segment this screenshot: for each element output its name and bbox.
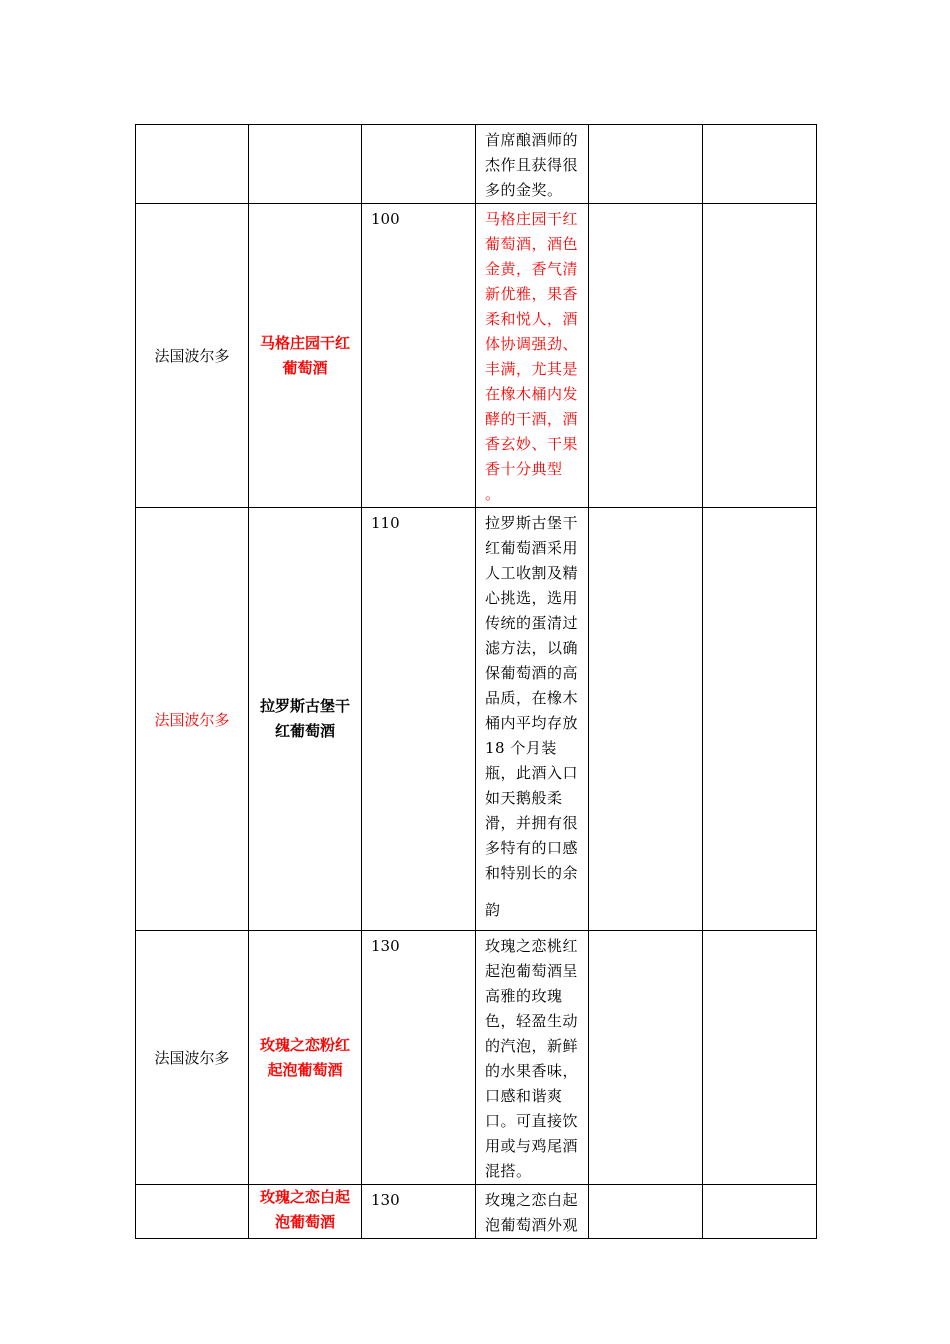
empty-cell — [703, 204, 817, 508]
origin-cell: 法国波尔多 — [136, 204, 249, 508]
origin-cell: 法国波尔多 — [136, 508, 249, 931]
table-row — [136, 931, 817, 1185]
description-cell — [476, 125, 589, 204]
price-cell: 100 — [362, 204, 476, 508]
description-text: 马格庄园干红葡萄酒，酒色金黄，香气清新优雅，果香柔和悦人，酒体协调强劲、丰满，尤其是在橡木桶内发酵的干酒，酒香玄妙、干果香十分典型 。 — [485, 210, 579, 503]
empty-cell — [703, 931, 817, 1185]
price-cell: 130 — [362, 1185, 476, 1239]
wine-name-cell — [249, 508, 362, 931]
empty-cell — [589, 125, 703, 204]
description-tail: 韵 — [485, 901, 501, 919]
table-row — [136, 125, 817, 204]
description-cell — [476, 1185, 589, 1239]
price-cell: 110 — [362, 508, 476, 931]
empty-cell — [703, 508, 817, 931]
empty-cell — [589, 1185, 703, 1239]
description-cell — [476, 931, 589, 1185]
empty-cell — [589, 204, 703, 508]
description-text: 拉罗斯古堡干红葡萄酒采用人工收割及精心挑选，选用传统的蛋清过滤方法，以确保葡萄酒的高品质，在橡木桶内平均存放 18 个月装瓶，此酒入口如天鹅般柔滑，并拥有很多特有的口感和特别长的余 — [485, 514, 579, 882]
wine-name: 玫瑰之恋粉红起泡葡萄酒 — [259, 1035, 350, 1079]
wine-name-cell — [249, 204, 362, 508]
description-text: 玫瑰之恋白起泡葡萄酒外观 — [485, 1191, 579, 1234]
table-row — [136, 1185, 817, 1239]
empty-cell — [589, 931, 703, 1185]
table-row — [136, 204, 817, 508]
wine-name: 拉罗斯古堡干红葡萄酒 — [259, 697, 350, 740]
price-cell: 130 — [362, 931, 476, 1185]
empty-cell — [589, 508, 703, 931]
description-text: 首席酿酒师的杰作且获得很多的金奖。 — [485, 131, 579, 199]
wine-list-table — [135, 124, 817, 1239]
description-cell — [476, 204, 589, 508]
wine-name-cell — [249, 1185, 362, 1239]
wine-name: 马格庄园干红葡萄酒 — [259, 333, 350, 377]
price-cell — [362, 125, 476, 204]
empty-cell — [703, 125, 817, 204]
origin-cell — [136, 1185, 249, 1239]
wine-name: 玫瑰之恋白起泡葡萄酒 — [259, 1188, 350, 1231]
description-cell — [476, 508, 589, 931]
empty-cell — [703, 1185, 817, 1239]
origin-cell: 法国波尔多 — [136, 931, 249, 1185]
origin-cell — [136, 125, 249, 204]
wine-name-cell — [249, 125, 362, 204]
wine-name-cell — [249, 931, 362, 1185]
table-row — [136, 508, 817, 931]
description-text: 玫瑰之恋桃红起泡葡萄酒呈高雅的玫瑰色，轻盈生动的汽泡，新鲜的水果香味，口感和谐爽口。可直接饮用或与鸡尾酒混搭。 — [485, 937, 579, 1180]
